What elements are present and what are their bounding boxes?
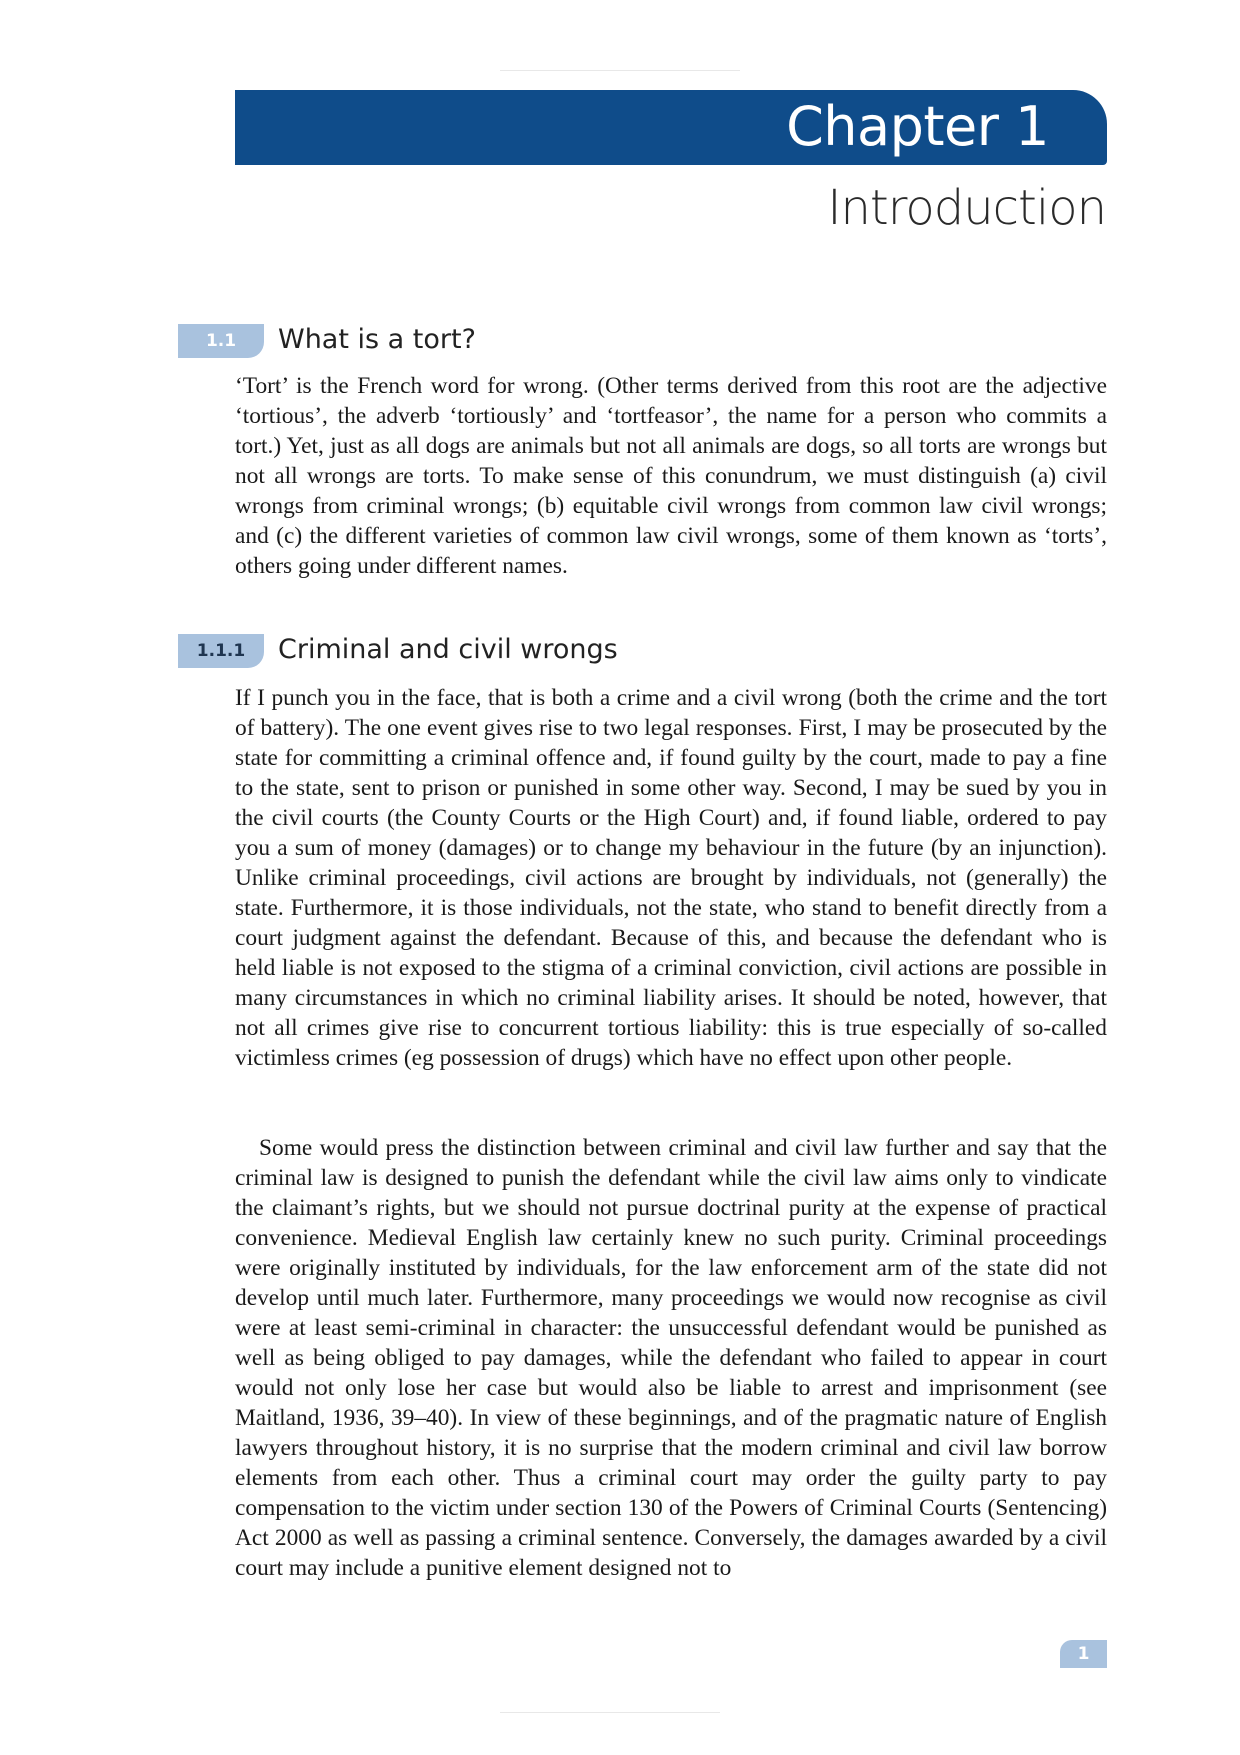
bottom-scan-rule <box>500 1712 720 1713</box>
chapter-banner <box>235 90 1107 165</box>
subsection-paragraph-1: If I punch you in the face, that is both a crime and a civil wrong (both the crime and the tort of battery). The one event gives rise to two legal responses. First, I may be prosecuted by the state for committing a criminal offence and, if found guilty by the court, made to pay a fine to the state, sent to prison or punished in some other way. Second, I may be sued by you in the civil courts (the County Courts or the High Court) and, if found liable, ordered to pay you a sum of money (damages) or to change my behaviour in the future (by an injunction). Unlike criminal proceedings, civil actions are brought by individuals, not (generally) the state. Furthermore, it is those individuals, not the state, who stand to benefit directly from a court judgment against the defendant. Because of this, and because the defendant who is held liable is not exposed to the stigma of a criminal conviction, civil actions are possible in many circumstances in which no criminal liability arises. It should be noted, however, that not all crimes give rise to concurrent tortious liability: this is true especially of so-called victimless crimes (eg possession of drugs) which have no effect upon other people. <box>235 685 1107 1071</box>
chapter-title: Introduction <box>827 180 1106 236</box>
top-scan-rule <box>500 70 740 71</box>
subsection-heading: Criminal and civil wrongs <box>278 634 618 665</box>
chapter-label: Chapter 1 <box>786 95 1049 158</box>
subsection-paragraph-2: Some would press the distinction between criminal and civil law further and say that the criminal law is designed to punish the defendant while the civil law aims only to vindicate the claimant’s rights, but we should not pursue doctrinal purity at the expense of practical convenience. Medieval English law certainly knew no such purity. Criminal proceedings were originally instituted by individuals, for the law enforcement arm of the state did not develop until much later. Furthermore, many proceedings we would now recognise as civil were at least semi-criminal in character: the unsuccessful defendant would be punished as well as being obliged to pay damages, while the defendant who failed to appear in court would not only lose her case but would also be liable to arrest and imprisonment (see Maitland, 1936, 39–40). In view of these beginnings, and of the pragmatic nature of English lawyers throughout history, it is no surprise that the modern criminal and civil law borrow elements from each other. Thus a criminal court may order the guilty party to pay compensation to the victim under section 130 of the Powers of Criminal Courts (Sentencing) Act 2000 as well as passing a criminal sentence. Conversely, the damages awarded by a civil court may include a punitive element designed not to <box>235 1135 1107 1581</box>
section-number-tab: 1.1 <box>178 324 264 358</box>
section-heading: What is a tort? <box>278 324 476 355</box>
section-body-paragraph: ‘Tort’ is the French word for wrong. (Other terms derived from this root are the adjective ‘tortious’, the adverb ‘tortiously’ and ‘tortfeasor’, the name for a person who commits a tort.) Yet, just as all dogs are animals but not all animals are dogs, so all torts are wrongs but not all wrongs are torts. To make sense of this conundrum, we must distinguish (a) civil wrongs from criminal wrongs; (b) equitable civil wrongs from common law civil wrongs; and (c) the different varieties of common law civil wrongs, some of them known as ‘torts’, others going under different names. <box>235 373 1107 579</box>
page-number: 1 <box>1060 1640 1107 1668</box>
subsection-number-tab: 1.1.1 <box>178 634 264 668</box>
